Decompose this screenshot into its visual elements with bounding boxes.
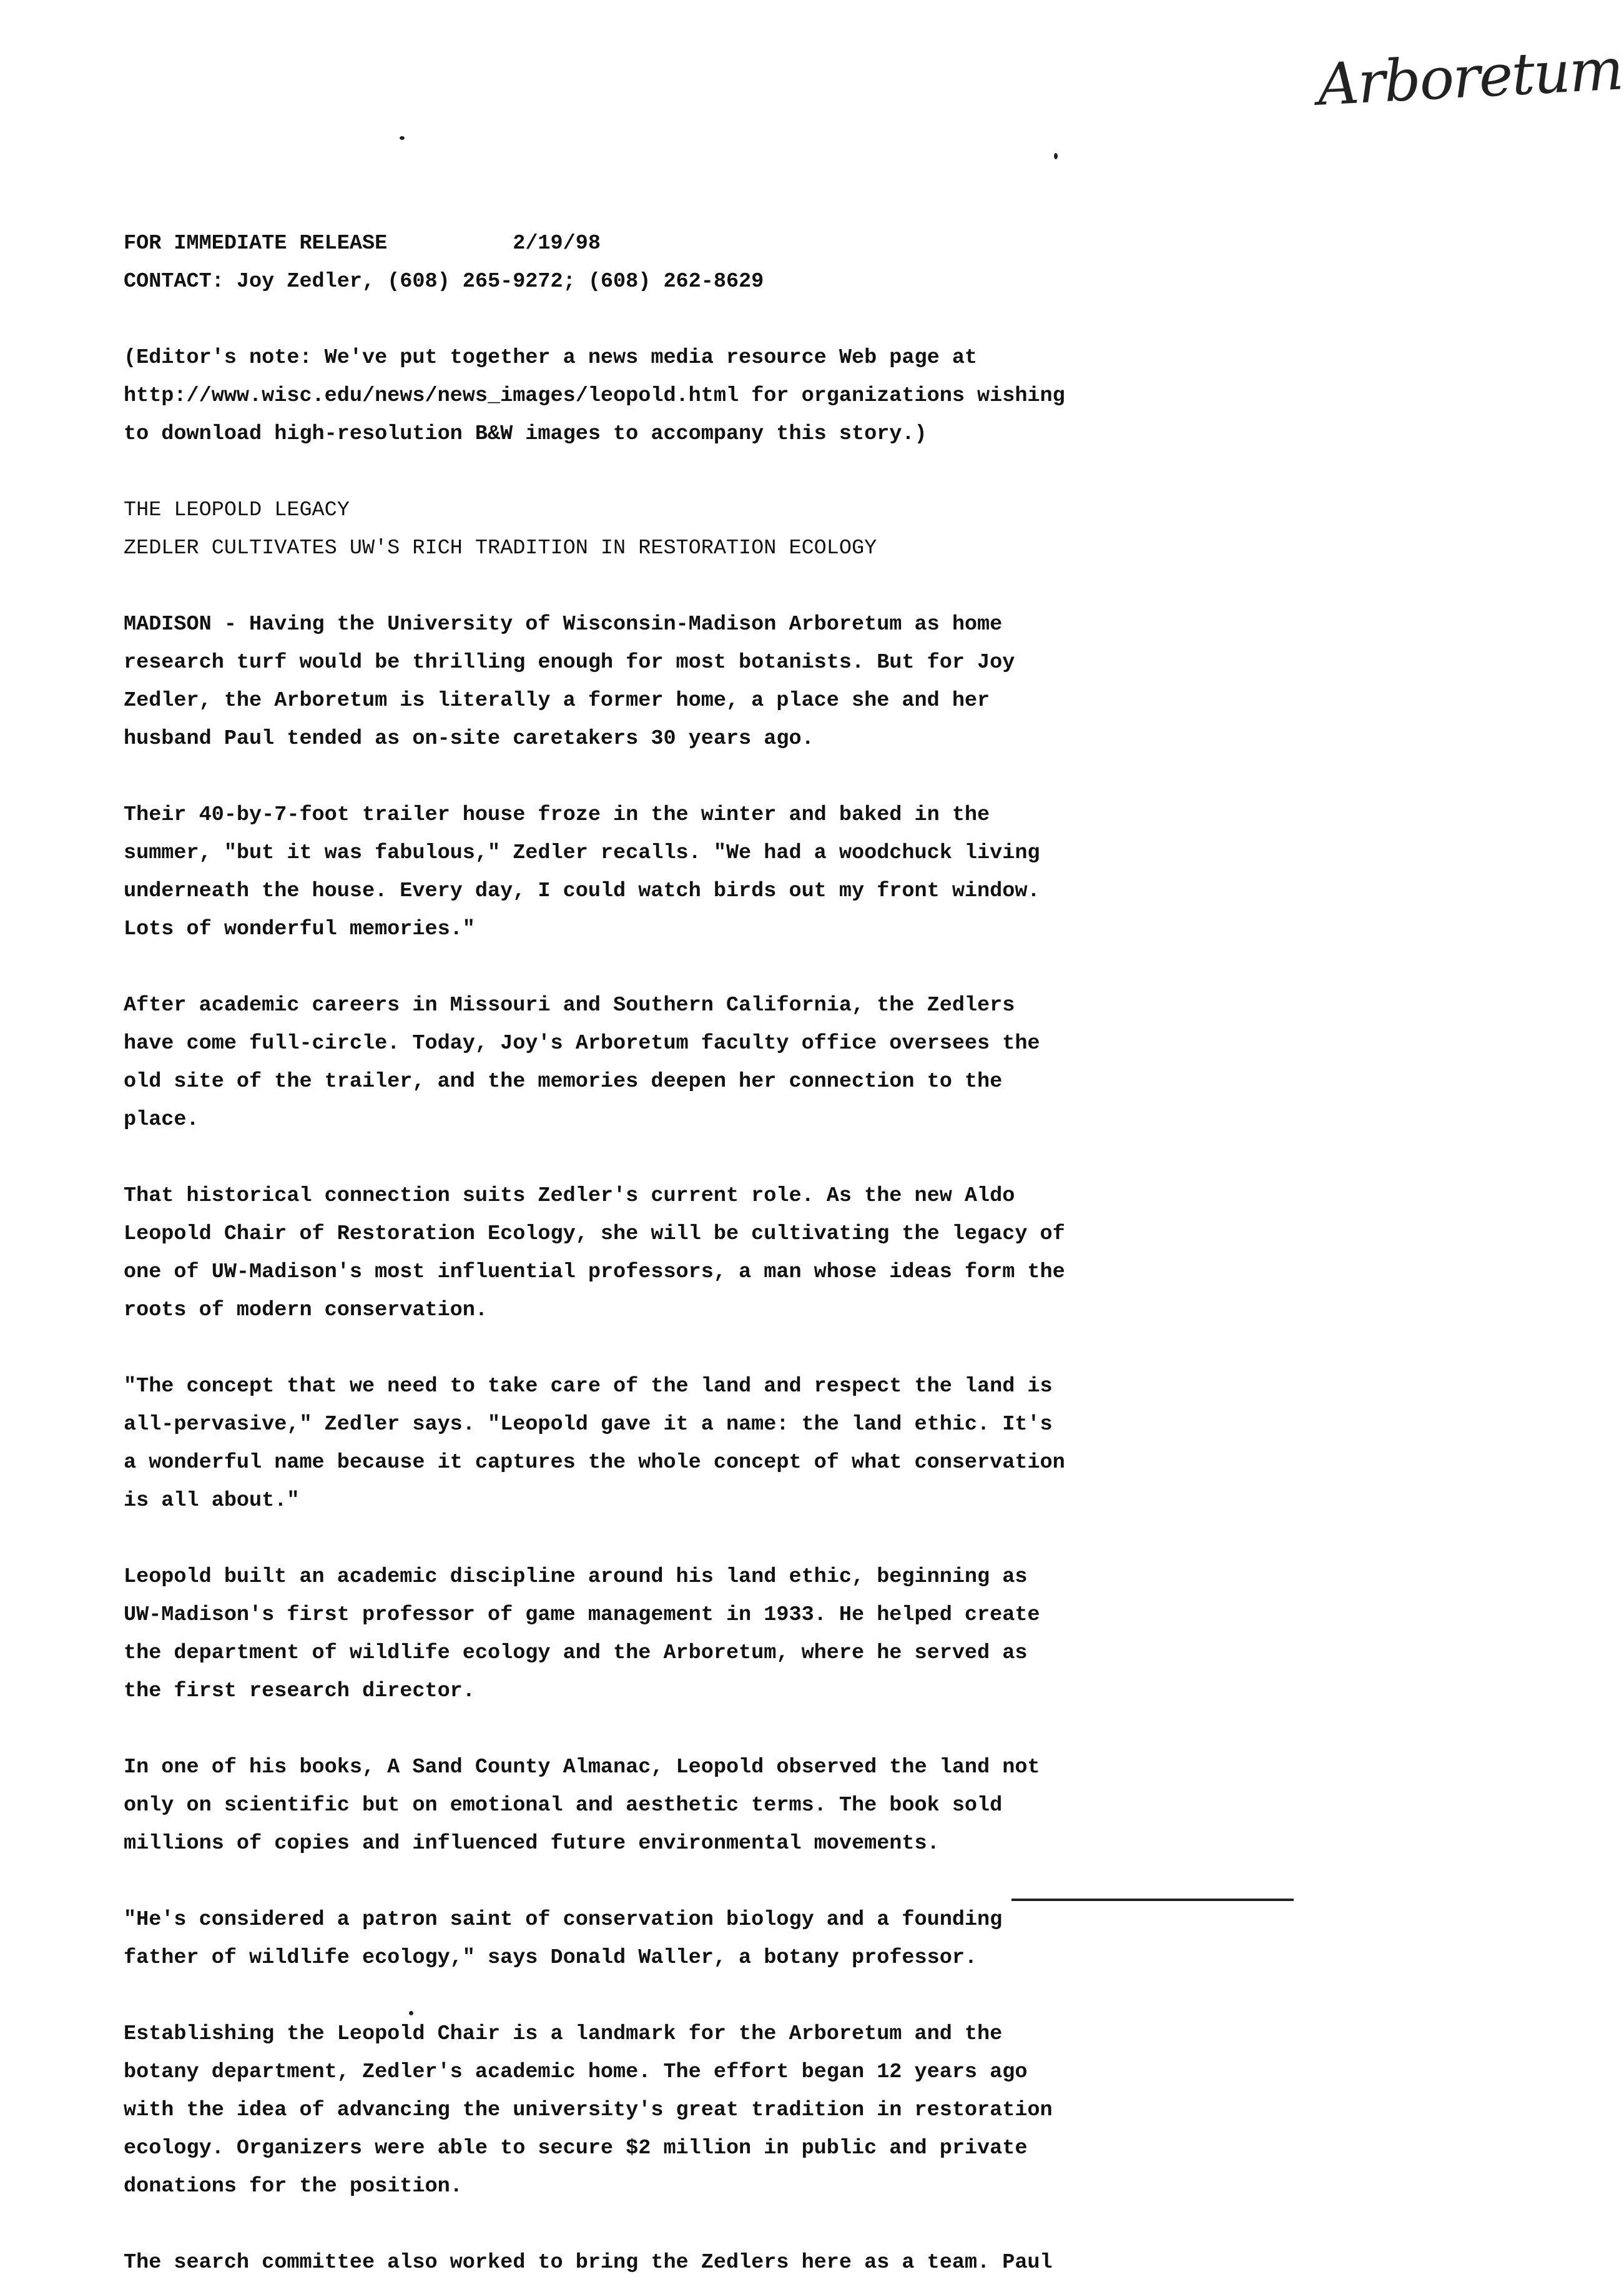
paragraph-line: the first research director.: [124, 1679, 475, 1703]
paragraph: [124, 1901, 1198, 1977]
paragraph: [124, 2015, 1198, 2206]
paragraph: [124, 1368, 1198, 1520]
speck-mark: [409, 2011, 413, 2015]
paragraph-line: old site of the trailer, and the memories deepen her connection to the: [124, 1070, 1003, 1094]
editors-note-line: to download high-resolution B&W images to accompany this story.): [124, 422, 927, 446]
paragraph-line: Leopold Chair of Restoration Ecology, she will be cultivating the legacy of: [124, 1222, 1065, 1246]
editors-note-line: http://www.wisc.edu/news/news_images/leopold.html for organizations wishing: [124, 384, 1065, 408]
paragraph-line: botany department, Zedler's academic home. The effort began 12 years ago: [124, 2060, 1028, 2084]
paragraph-line: only on scientific but on emotional and aesthetic terms. The book sold: [124, 1794, 1003, 1817]
paragraph-line: ecology. Organizers were able to secure $2 million in public and private: [124, 2136, 1028, 2160]
paragraph-line: Lots of wonderful memories.": [124, 917, 475, 941]
speck-mark: [1054, 153, 1058, 159]
editors-note: [124, 339, 1198, 453]
paragraph-line: "The concept that we need to take care of the land and respect the land is: [124, 1375, 1053, 1398]
headline-kicker: THE LEOPOLD LEGACY: [124, 498, 350, 522]
paragraph-line: Their 40-by-7-foot trailer house froze in the winter and baked in the: [124, 803, 990, 827]
paragraph-line: millions of copies and influenced future environmental movements.: [124, 1832, 940, 1855]
paragraph-line: In one of his books, A Sand County Almanac, Leopold observed the land not: [124, 1756, 1040, 1779]
paragraph-line: the department of wildlife ecology and the Arboretum, where he served as: [124, 1641, 1028, 1665]
paragraph-line: father of wildlife ecology," says Donald Waller, a botany professor.: [124, 1946, 978, 1970]
paragraph-line: with the idea of advancing the university's great tradition in restoration: [124, 2098, 1053, 2122]
paragraph-line: a wonderful name because it captures the whole concept of what conservation: [124, 1451, 1065, 1474]
paragraph: [124, 2244, 1198, 2282]
paragraph: [124, 987, 1198, 1139]
press-release-body: [124, 225, 1198, 2282]
contact-line: CONTACT: Joy Zedler, (608) 265-9272; (608) 262-8629: [124, 270, 764, 294]
paragraph: [124, 1558, 1198, 1711]
paragraph-line: all-pervasive," Zedler says. "Leopold gave it a name: the land ethic. It's: [124, 1413, 1053, 1436]
paragraph: [124, 606, 1198, 758]
editors-note-line: (Editor's note: We've put together a news media resource Web page at: [124, 346, 978, 370]
release-line: [124, 225, 1198, 263]
headline-title: ZEDLER CULTIVATES UW'S RICH TRADITION IN RESTORATION ECOLOGY: [124, 536, 877, 560]
rule-line: [1011, 1899, 1294, 1901]
paragraph-line: donations for the position.: [124, 2175, 463, 2198]
paragraph-line: have come full-circle. Today, Joy's Arboretum faculty office oversees the: [124, 1032, 1040, 1055]
paragraph-line: husband Paul tended as on-site caretakers 30 years ago.: [124, 727, 814, 751]
paragraph-line: roots of modern conservation.: [124, 1298, 488, 1322]
paragraph-line: research turf would be thrilling enough for most botanists. But for Joy: [124, 651, 1015, 674]
paragraph-line: "He's considered a patron saint of conservation biology and a founding: [124, 1908, 1003, 1932]
paragraph-line: Establishing the Leopold Chair is a landmark for the Arboretum and the: [124, 2022, 1003, 2046]
paragraph: [124, 796, 1198, 949]
paragraph-line: Leopold built an academic discipline around his land ethic, beginning as: [124, 1565, 1028, 1589]
paragraph-line: is all about.": [124, 1489, 300, 1513]
paragraph-line: MADISON - Having the University of Wisconsin-Madison Arboretum as home: [124, 613, 1003, 636]
paragraph-line: one of UW-Madison's most influential professors, a man whose ideas form the: [124, 1260, 1065, 1284]
speck-mark: [400, 136, 405, 140]
paragraph: [124, 1177, 1198, 1330]
paragraph: [124, 1749, 1198, 1863]
paragraph-line: The search committee also worked to bring the Zedlers here as a team. Paul: [124, 2251, 1053, 2275]
paragraph-line: That historical connection suits Zedler's current role. As the new Aldo: [124, 1184, 1015, 1208]
release-label: FOR IMMEDIATE RELEASE: [124, 232, 388, 255]
paragraph-line: underneath the house. Every day, I could watch birds out my front window.: [124, 879, 1040, 903]
paragraph-line: UW-Madison's first professor of game management in 1933. He helped create: [124, 1603, 1040, 1627]
release-date: 2/19/98: [513, 232, 601, 255]
paragraph-line: After academic careers in Missouri and Southern California, the Zedlers: [124, 994, 1015, 1017]
handwritten-annotation: Arboretum: [1316, 36, 1624, 119]
paragraph-line: summer, "but it was fabulous," Zedler recalls. "We had a woodchuck living: [124, 841, 1040, 865]
paragraph-line: place.: [124, 1108, 199, 1132]
paragraph-line: Zedler, the Arboretum is literally a former home, a place she and her: [124, 689, 990, 713]
